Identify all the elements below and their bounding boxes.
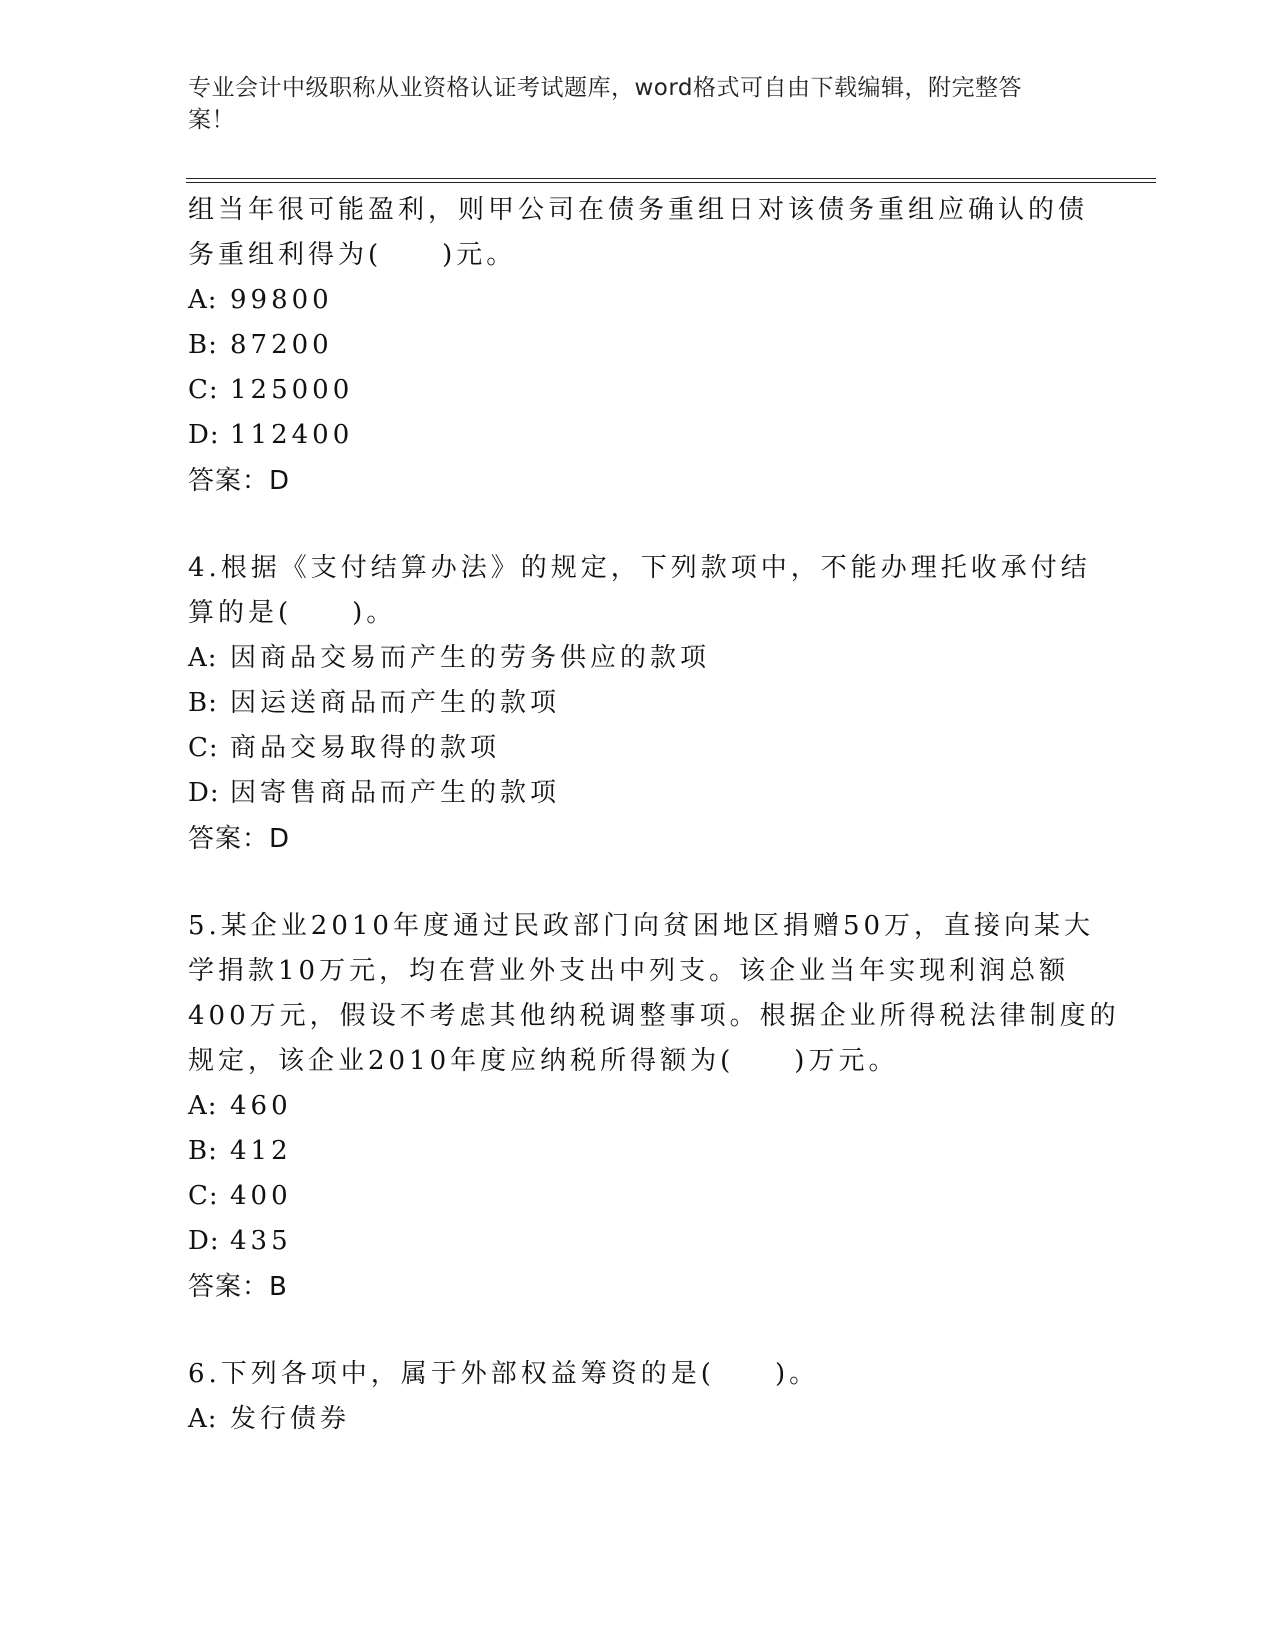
option-label: A:	[188, 285, 218, 315]
option-d	[188, 1219, 1088, 1264]
option-label: C:	[188, 733, 219, 763]
question-5-line-4: 规定，该企业2010年度应纳税所得额为( )万元。	[188, 1046, 899, 1076]
option-label: B:	[188, 1136, 218, 1166]
option-label: D:	[188, 1226, 220, 1256]
spacer	[188, 1310, 1088, 1352]
page-header	[188, 72, 1068, 136]
option-text: 因寄售商品而产生的款项	[230, 778, 561, 808]
option-text: 99800	[230, 285, 333, 315]
question-5-line-2: 学捐款10万元，均在营业外支出中列支。该企业当年实现利润总额	[188, 956, 1070, 986]
question-4	[188, 546, 1091, 862]
option-label: A:	[188, 1091, 218, 1121]
spacer	[188, 862, 1088, 904]
header-divider	[186, 178, 1156, 183]
option-text: 400	[230, 1181, 292, 1211]
option-text: 435	[230, 1226, 292, 1256]
spacer	[188, 504, 1088, 546]
option-b	[188, 323, 1088, 368]
option-b	[188, 681, 1088, 726]
option-a	[188, 278, 1088, 323]
option-a	[188, 1397, 1088, 1442]
option-text: 460	[230, 1091, 292, 1121]
question-5-line-1: 5.某企业2010年度通过民政部门向贫困地区捐赠50万，直接向某大	[188, 911, 1095, 941]
option-text: 87200	[230, 330, 333, 360]
option-label: B:	[188, 688, 218, 718]
question-list	[188, 188, 1120, 1442]
option-b	[188, 1129, 1088, 1174]
option-text: 412	[230, 1136, 292, 1166]
question-5	[188, 904, 1120, 1310]
option-label: B:	[188, 330, 218, 360]
option-text: 125000	[230, 375, 354, 405]
option-a	[188, 1084, 1088, 1129]
question-6-line-1: 6.下列各项中，属于外部权益筹资的是( )。	[188, 1359, 820, 1389]
option-text: 因商品交易而产生的劳务供应的款项	[230, 643, 711, 673]
option-text: 因运送商品而产生的款项	[230, 688, 561, 718]
question-3-line-1: 组当年很可能盈利，则甲公司在债务重组日对该债务重组应确认的债	[188, 195, 1089, 225]
option-text: 商品交易取得的款项	[230, 733, 501, 763]
option-label: D:	[188, 778, 220, 808]
question-6	[188, 1352, 1088, 1442]
option-text: 发行债券	[230, 1404, 351, 1434]
header-title: 专业会计中级职称从业资格认证考试题库，word格式可自由下载编辑，附完整答案！	[188, 75, 1023, 133]
option-d	[188, 413, 1088, 458]
question-3-line-2: 务重组利得为( )元。	[188, 240, 517, 270]
option-label: C:	[188, 375, 219, 405]
question-4-line-2: 算的是( )。	[188, 598, 397, 628]
option-label: C:	[188, 1181, 219, 1211]
option-label: A:	[188, 1404, 218, 1434]
answer: 答案：D	[188, 824, 291, 854]
option-c	[188, 1174, 1088, 1219]
option-label: A:	[188, 643, 218, 673]
question-3	[188, 188, 1088, 504]
option-text: 112400	[230, 420, 354, 450]
option-label: D:	[188, 420, 220, 450]
option-a	[188, 636, 1088, 681]
answer: 答案：D	[188, 466, 291, 496]
option-d	[188, 771, 1088, 816]
option-c	[188, 726, 1088, 771]
option-c	[188, 368, 1088, 413]
question-4-line-1: 4.根据《支付结算办法》的规定，下列款项中，不能办理托收承付结	[188, 553, 1091, 583]
question-5-line-3: 400万元，假设不考虑其他纳税调整事项。根据企业所得税法律制度的	[188, 1001, 1120, 1031]
answer: 答案：B	[188, 1272, 288, 1302]
